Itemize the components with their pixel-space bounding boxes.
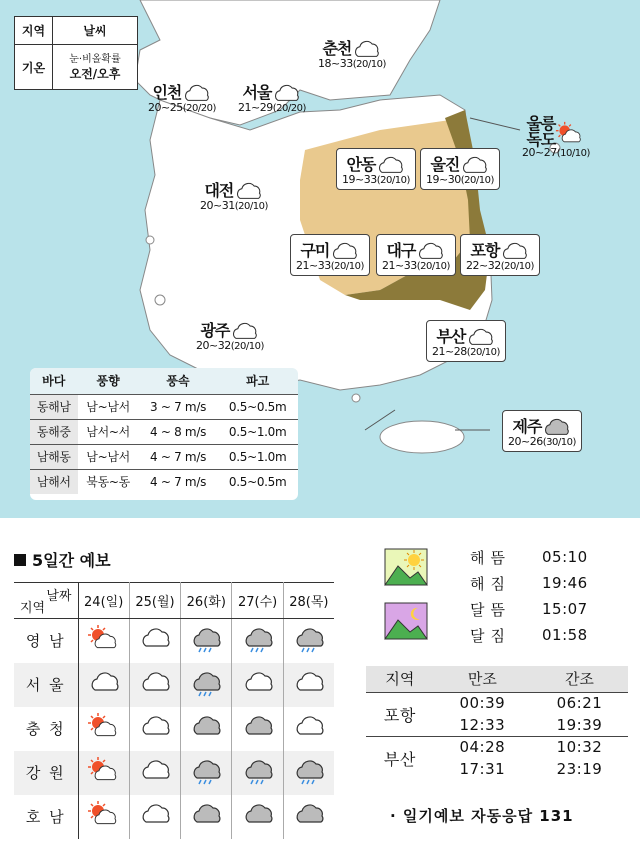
- city-label: [426, 320, 506, 362]
- forecast-cell: [283, 663, 334, 707]
- cloud-icon: [138, 800, 172, 830]
- forecast-day: 27(수): [232, 583, 283, 619]
- sea-header-wave: 파고: [217, 368, 298, 394]
- rain-icon: [292, 624, 326, 654]
- city-temp: 21~33(20/10): [296, 259, 364, 272]
- gray-cloud-icon: [189, 800, 223, 830]
- cloud-icon: [138, 624, 172, 654]
- legend-region-label: 지역: [15, 17, 53, 44]
- rain-icon: [241, 624, 275, 654]
- forecast-day: 25(월): [129, 583, 180, 619]
- forecast-cell: [232, 707, 283, 751]
- tide-high: 17:31: [459, 760, 506, 778]
- cloud-icon: [292, 712, 326, 742]
- sea-row: [30, 394, 298, 419]
- cloud-icon: [138, 756, 172, 786]
- sea-cell: 0.5~0.5m: [217, 394, 298, 419]
- forecast-cell: [78, 663, 129, 707]
- city-label: [200, 178, 268, 212]
- sea-cell: 남~남서: [78, 444, 139, 469]
- moonrise-label: 달뜸: [470, 600, 511, 619]
- city-label: [196, 318, 264, 352]
- city-label: [336, 148, 416, 190]
- city-temp: 19~33(20/10): [342, 173, 410, 186]
- forecast-region: 호 남: [14, 795, 78, 839]
- city-temp: 21~28(20/10): [432, 345, 500, 358]
- city-name: 포항: [470, 241, 500, 260]
- forecast-cell: [283, 619, 334, 663]
- city-temp: 22~32(20/10): [466, 259, 534, 272]
- forecast-region: 강 원: [14, 751, 78, 795]
- forecast-cell: [181, 619, 232, 663]
- forecast-day: 26(화): [181, 583, 232, 619]
- sea-cell: 북동~동: [78, 469, 139, 494]
- sunrise-time: 05:10: [542, 548, 588, 566]
- forecast-day: 24(일): [78, 583, 129, 619]
- city-name: 울진: [430, 155, 460, 174]
- city-name: 춘천: [322, 39, 352, 58]
- sunrise-icon: [384, 548, 428, 586]
- sun-cloud-icon: [87, 712, 121, 742]
- rain-icon: [292, 756, 326, 786]
- forecast-cell: [78, 751, 129, 795]
- forecast-cell: [232, 663, 283, 707]
- forecast-cell: [181, 707, 232, 751]
- sea-row: [30, 444, 298, 469]
- forecast-cell: [78, 619, 129, 663]
- forecast-row: [14, 619, 334, 663]
- tide-high: 12:33: [459, 715, 506, 734]
- city-label: [460, 234, 540, 276]
- moonset-time: 01:58: [542, 626, 588, 644]
- sea-cell: 4 ~ 8 m/s: [139, 419, 218, 444]
- cloud-icon: [138, 712, 172, 742]
- forecast-cell: [283, 751, 334, 795]
- rain-icon: [189, 668, 223, 698]
- forecast-cell: [129, 751, 180, 795]
- forecast-region: 영 남: [14, 619, 78, 663]
- sun-cloud-icon: [87, 756, 121, 786]
- city-name: 부산: [436, 327, 466, 346]
- legend-weather-label: 날씨: [83, 23, 107, 38]
- tide-low: 10:32: [531, 736, 628, 758]
- legend-ampm-label: 오전/오후: [69, 67, 121, 81]
- forecast-row: [14, 663, 334, 707]
- forecast-region: 서 울: [14, 663, 78, 707]
- rain-icon: [241, 756, 275, 786]
- sunset-label: 해짐: [470, 574, 511, 593]
- sun-cloud-icon: [87, 624, 121, 654]
- forecast-corner: 날짜 지역: [14, 583, 78, 619]
- city-name: 서울: [242, 83, 272, 102]
- city-label: [318, 36, 386, 70]
- tide-low: 19:39: [556, 715, 603, 734]
- tide-low: 23:19: [556, 760, 603, 778]
- moonrise-icon: [384, 602, 428, 640]
- rain-icon: [189, 756, 223, 786]
- city-label: [376, 234, 456, 276]
- gray-cloud-icon: [292, 800, 326, 830]
- sea-cell: 4 ~ 7 m/s: [139, 444, 218, 469]
- forecast-cell: [129, 663, 180, 707]
- forecast-cell: [78, 707, 129, 751]
- tide-header-region: 지역: [366, 666, 434, 692]
- forecast-cell: [78, 795, 129, 839]
- gray-cloud-icon: [241, 712, 275, 742]
- forecast-cell: [283, 707, 334, 751]
- sunset-time: 19:46: [542, 574, 588, 592]
- tide-high: 04:28: [434, 736, 531, 758]
- forecast-row: [14, 751, 334, 795]
- sea-cell: 0.5~1.0m: [217, 419, 298, 444]
- city-name: 광주: [200, 321, 230, 340]
- sun-cloud-icon: [87, 800, 121, 830]
- forecast-cell: [232, 619, 283, 663]
- five-day-forecast-table: [14, 582, 334, 839]
- moonrise-time: 15:07: [542, 600, 588, 618]
- city-label: [148, 80, 216, 114]
- tide-place: 부산: [366, 736, 434, 780]
- sea-header-sea: 바다: [30, 368, 78, 394]
- forecast-cell: [129, 707, 180, 751]
- city-temp: 20~32(20/10): [196, 339, 264, 352]
- city-label: [522, 116, 590, 159]
- sea-cell: 남해서: [30, 469, 78, 494]
- cloud-icon: [87, 668, 121, 698]
- sea-cell: 동해남: [30, 394, 78, 419]
- city-temp: 21~33(20/10): [382, 259, 450, 272]
- moonset-label: 달짐: [470, 626, 511, 645]
- legend-temp-label: 기온: [15, 45, 53, 89]
- sun-moon-times: [384, 544, 624, 648]
- sea-header-wind-speed: 풍속: [139, 368, 218, 394]
- forecast-cell: [129, 795, 180, 839]
- city-label: [238, 80, 306, 114]
- rain-icon: [189, 624, 223, 654]
- forecast-row: [14, 795, 334, 839]
- gray-cloud-icon: [241, 800, 275, 830]
- forecast-cell: [129, 619, 180, 663]
- city-name: 울릉 독도: [526, 114, 556, 149]
- tide-header-high: 만조: [434, 666, 531, 692]
- forecast-cell: [181, 751, 232, 795]
- sea-cell: 0.5~0.5m: [217, 469, 298, 494]
- sea-cell: 4 ~ 7 m/s: [139, 469, 218, 494]
- tide-low: 06:21: [531, 692, 628, 714]
- sea-row: [30, 419, 298, 444]
- city-temp: 19~30(20/10): [426, 173, 494, 186]
- city-name: 구미: [300, 241, 330, 260]
- cloud-icon: [138, 668, 172, 698]
- gray-cloud-icon: [189, 712, 223, 742]
- sea-row: [30, 469, 298, 494]
- sea-cell: 남해동: [30, 444, 78, 469]
- city-name: 대구: [386, 241, 416, 260]
- forecast-cell: [181, 795, 232, 839]
- tide-table: [366, 666, 628, 780]
- tide-place: 포항: [366, 692, 434, 736]
- city-name: 안동: [346, 155, 376, 174]
- forecast-title: 5일간 예보: [14, 548, 111, 571]
- auto-response-info: · 일기예보 자동응답 131: [390, 807, 574, 825]
- sea-conditions-table: [30, 368, 298, 500]
- forecast-cell: [232, 751, 283, 795]
- forecast-cell: [181, 663, 232, 707]
- city-label: [420, 148, 500, 190]
- city-label: [502, 410, 582, 452]
- sea-cell: 동해중: [30, 419, 78, 444]
- city-temp: 18~33(20/10): [318, 57, 386, 70]
- city-name: 인천: [152, 83, 182, 102]
- city-temp: 21~29(20/20): [238, 101, 306, 114]
- cloud-icon: [241, 668, 275, 698]
- city-name: 대전: [204, 181, 234, 200]
- sea-cell: 3 ~ 7 m/s: [139, 394, 218, 419]
- tide-header-low: 간조: [531, 666, 628, 692]
- sea-cell: 남서~서: [78, 419, 139, 444]
- sun-cloud-icon: [555, 121, 585, 147]
- city-temp: 20~31(20/10): [200, 199, 268, 212]
- tide-high: 00:39: [434, 692, 531, 714]
- sea-cell: 남~남서: [78, 394, 139, 419]
- city-name: 제주: [512, 417, 542, 436]
- sea-cell: 0.5~1.0m: [217, 444, 298, 469]
- sea-header-wind-dir: 풍향: [78, 368, 139, 394]
- sunrise-label: 해뜸: [470, 548, 511, 567]
- city-label: [290, 234, 370, 276]
- city-temp: 20~26(30/10): [508, 435, 576, 448]
- forecast-day: 28(목): [283, 583, 334, 619]
- city-temp: 20~25(20/20): [148, 101, 216, 114]
- map-legend: [14, 16, 138, 90]
- forecast-row: [14, 707, 334, 751]
- forecast-cell: [283, 795, 334, 839]
- cloud-icon: [292, 668, 326, 698]
- legend-precip-label: 눈·비올확률: [69, 54, 121, 65]
- forecast-region: 충 청: [14, 707, 78, 751]
- city-temp: 20~27(10/10): [522, 146, 590, 159]
- forecast-cell: [232, 795, 283, 839]
